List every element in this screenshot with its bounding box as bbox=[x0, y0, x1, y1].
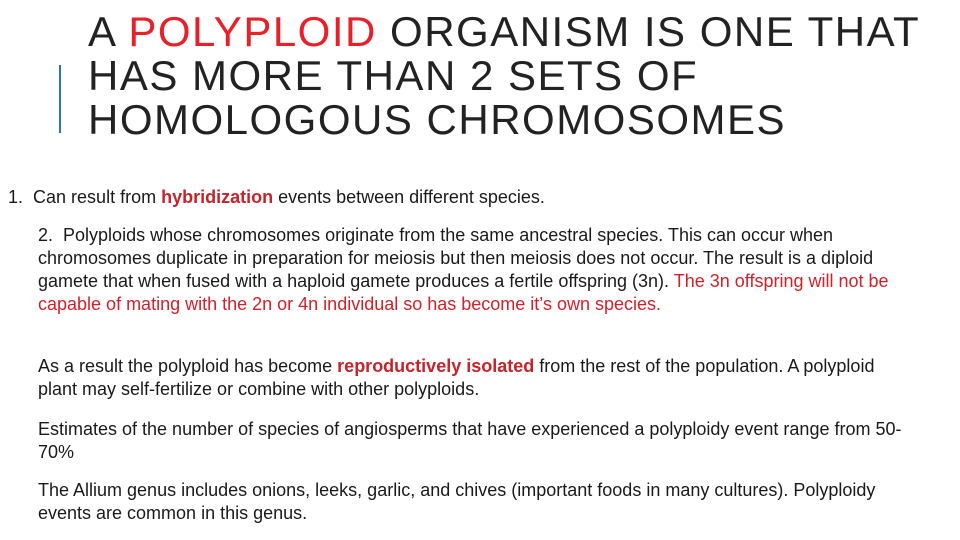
slide-title bbox=[88, 10, 928, 142]
paragraph-5: The Allium genus includes onions, leeks, garlic, and chives (important foods in many cultures). Polyploidy events are common in this genus. bbox=[38, 480, 876, 523]
point-1-pre: Can result from bbox=[33, 187, 162, 207]
point-2 bbox=[38, 224, 918, 316]
paragraph-4: Estimates of the number of species of angiosperms that have experienced a polyploidy event range from 50-70% bbox=[38, 419, 902, 462]
point-2-number: 2. bbox=[38, 225, 54, 245]
point-1-bold: hybridization bbox=[161, 187, 274, 207]
paragraph-3 bbox=[38, 355, 918, 401]
title-prefix: A bbox=[88, 8, 129, 55]
title-rest: ORGANISM IS ONE THAT HAS MORE THAN 2 SETS OF HOMOLOGOUS CHROMOSOMES bbox=[88, 8, 920, 143]
para-3-post: from the rest of the population. A polyploid plant may self-fertilize or combine with other polyploids. bbox=[38, 356, 875, 399]
point-2-red: The 3n offspring will not be capable of mating with the 2n or 4n individual so has become it’s own species. bbox=[38, 271, 889, 314]
para-3-pre: As a result the polyploid has become bbox=[38, 356, 338, 376]
para-3-bold: reproductively isolated bbox=[337, 356, 535, 376]
point-2-text: Polyploids whose chromosomes originate from the same ancestral species. This can occur when chromosomes duplicate in preparation for meiosis but then meiosis does not occur. The result is a diploid gamete that when fused with a haploid gamete produces a fertile offspring (3n). bbox=[38, 225, 874, 291]
point-1-post: events between different species. bbox=[273, 187, 545, 207]
point-1-number: 1. bbox=[8, 187, 24, 207]
title-highlight: POLYPLOID bbox=[128, 8, 377, 55]
accent-bar bbox=[59, 65, 61, 133]
point-1 bbox=[8, 186, 938, 209]
